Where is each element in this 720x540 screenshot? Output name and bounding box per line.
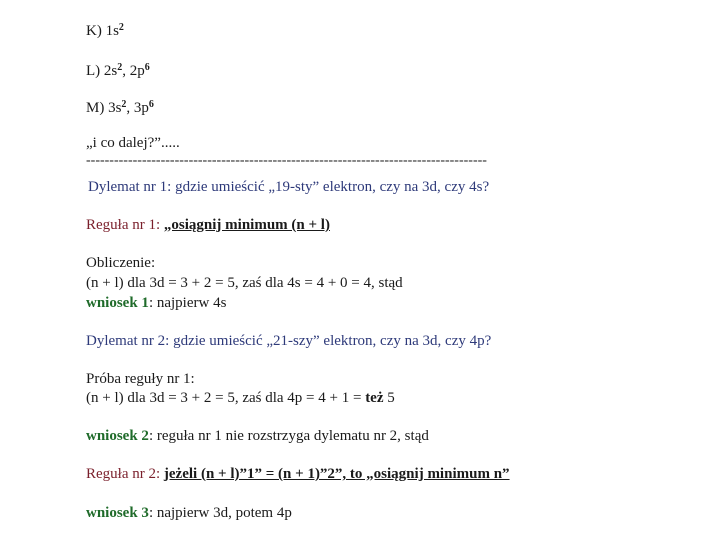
separator-line: --------------------------------------------------------------------------------------: [86, 153, 487, 168]
shell-l-mid: , 2p: [122, 63, 145, 79]
dilemma-1: Dylemat nr 1: gdzie umieścić „19-sty” elektron, czy na 3d, czy 4s?: [88, 179, 490, 195]
shell-m-label: M) 3s: [86, 100, 122, 116]
rule-1-text: „osiągnij minimum (n + l): [163, 217, 330, 233]
shell-m-mid: , 3p: [126, 100, 149, 116]
shell-m-exp1: 2: [121, 99, 127, 110]
shell-k: [86, 22, 124, 40]
rule-1: [86, 216, 330, 234]
shell-m-exp2: 6: [148, 99, 154, 110]
rule-2: [86, 465, 510, 483]
trial-line: [86, 389, 395, 407]
rule-2-prefix: Reguła nr 2:: [86, 466, 164, 482]
question-text: „i co dalej?”.....: [86, 135, 180, 151]
shell-l-label: L) 2s: [86, 63, 118, 79]
rule-1-prefix: Reguła nr 1:: [86, 217, 164, 233]
conclusion-2-label: wniosek 2: [86, 428, 149, 444]
trial-line-end: 5: [383, 390, 395, 406]
shell-l: [86, 62, 150, 80]
rule-2-text: jeżeli (n + l)”1” = (n + 1)”2”, to „osiągnij minimum n”: [163, 466, 510, 482]
conclusion-1-label: wniosek 1: [86, 295, 149, 311]
conclusion-3: [86, 504, 292, 522]
conclusion-3-text: : najpierw 3d, potem 4p: [148, 505, 292, 521]
conclusion-3-label: wniosek 3: [86, 505, 149, 521]
trial-line-start: (n + l) dla 3d = 3 + 2 = 5, zaś dla 4p = 4 + 1 =: [86, 390, 366, 406]
conclusion-2-text: : reguła nr 1 nie rozstrzyga dylematu nr 2, stąd: [148, 428, 429, 444]
calc-1-line: (n + l) dla 3d = 3 + 2 = 5, zaś dla 4s = 4 + 0 = 4, stąd: [86, 275, 403, 291]
shell-m: [86, 99, 154, 117]
calc-1-title: Obliczenie:: [86, 255, 156, 271]
trial-line-bold: też: [365, 390, 384, 406]
conclusion-1: [86, 294, 226, 312]
shell-l-exp2: 6: [144, 62, 150, 73]
conclusion-1-text: : najpierw 4s: [148, 295, 227, 311]
shell-k-label: K) 1s: [86, 23, 119, 39]
shell-k-exp: 2: [118, 22, 124, 33]
trial-title: Próba reguły nr 1:: [86, 371, 195, 387]
shell-l-exp1: 2: [117, 62, 123, 73]
dilemma-2: Dylemat nr 2: gdzie umieścić „21-szy” elektron, czy na 3d, czy 4p?: [86, 333, 492, 349]
conclusion-2: [86, 427, 429, 445]
